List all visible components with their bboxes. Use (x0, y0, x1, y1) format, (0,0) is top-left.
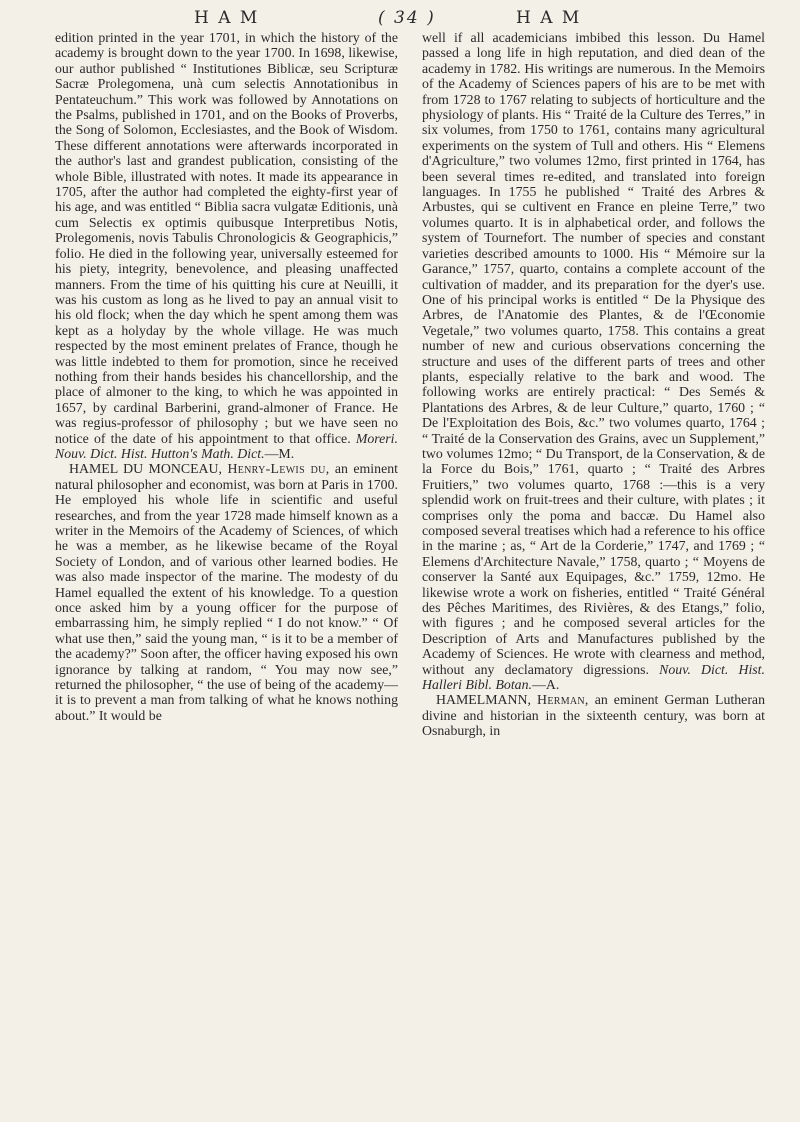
paragraph (422, 30, 765, 692)
header-right: H A M (516, 8, 582, 28)
body-text: well if all academicians imbibed this lesson. Du Hamel passed a long life in high reputation, and died dean of the academy in 1782. His writings are numerous. In the Memoirs of the Academy of Sciences papers of his are to be met with from 1728 to 1767 relating to subjects of horticulture and the physiology of plants. His “ Traité de la Culture des Terres,” in six volumes, from 1750 to 1761, contains many agricultural experiments on the system of Tull and others. His “ Elemens d'Agriculture,” two volumes 12mo, first printed in 1764, has been several times re-edited, and translated into foreign languages. In 1755 he published “ Traité des Arbres & Arbustes, qui se cultivent en France en pleine Terre,” two volumes quarto. It is in alphabetical order, and follows the system of Tournefort. The number of species and constant varieties described amounts to 1000. His “ Mémoire sur la Garance,” 1757, quarto, contains a complete account of the cultivation of madder, and its preparation for the dyer's use. One of his principal works is entitled “ De la Physique des Arbres, de l'Anatomie des Plantes, & de l'Œconomie Vegetale,” two volumes quarto, 1758. This contains a great number of new and curious observations concerning the structure and uses of the different parts of trees and other plants, especially relative to the bark and wood. The following works are entirely practical: “ Des Semés & Plantations des Arbres, & de leur Culture,” quarto, 1760 ; “ De l'Exploitation des Bois, &c.” two volumes quarto, 1764 ; “ Traité de la Conservation des Grains, avec un Supplement,” two volumes 12mo; “ Du Transport, de la Conservation, & de la Force du Bois,” 1761, quarto ; “ Traité des Arbres Fruitiers,” two volumes quarto, 1768 :—this is a very splendid work on fruit-trees and their culture, with plates ; it comprises only the poma and baccæ. Du Hamel also composed several treatises which had a reference to his office in the marine ; as, “ Art de la Corderie,” 1747, and 1769 ; “ Elemens d'Architecture Navale,” 1758, quarto ; “ Moyens de conserver la Santé aux Equipages, &c.” 1759, 12mo. He likewise wrote a work on fisheries, entitled “ Traité Général des Pêches Maritimes, des Rivières, & des Etangs,” folio, with figures ; and he composed several articles for the Description of Arts and Manufactures published by the Academy of Sciences. He wrote with clearness and method, without any declamatory digressions. (422, 30, 765, 677)
entry-hamelmann (422, 692, 765, 738)
left-column (55, 30, 398, 723)
author-initial: —M. (264, 445, 295, 461)
paragraph (55, 30, 398, 461)
citation: Moreri. Nouv. Dict. Hist. Hutton's Math. Dict. (55, 430, 398, 461)
author-initial: —A. (531, 677, 560, 693)
page-number: ( 34 ) (378, 8, 436, 28)
body-text: an eminent German Lutheran divine and historian in the sixteenth century, was born at Osnaburgh, in (422, 692, 765, 739)
entry-given-name: Henry-Lewis du, (227, 461, 330, 477)
running-header (0, 0, 800, 30)
entry-headword: HAMELMANN, (436, 692, 531, 708)
entry-headword: HAMEL DU MONCEAU, (69, 461, 223, 477)
header-left: H A M (194, 8, 260, 28)
entry-given-name: Herman, (537, 692, 589, 708)
right-column (422, 30, 765, 739)
body-text: an eminent natural philosopher and economist, was born at Paris in 1700. He employed his whole life in scientific and useful researches, and from the year 1728 made himself known as a writer in the Memoirs of the Academy of Sciences, of which he was a member, as he likewise became of the Royal Society of London, and of various other learned bodies. He was also made inspector of the marine. The modesty of du Hamel equalled the extent of his knowledge. To a question once asked him by a young officer for the purpose of embarrassing him, he simply replied “ I do not know.” “ Of what use then,” said the young man, “ is it to be a member of the academy?” Soon after, the officer having exposed his own ignorance by talking at random, “ You may now see,” returned the philosopher, “ the use of being of the academy—it is to prevent a man from talking of what he knows nothing about.” It would be (55, 461, 398, 723)
body-text: edition printed in the year 1701, in which the history of the academy is brought down to the year 1700. In 1698, likewise, our author published “ Institutiones Biblicæ, seu Scripturæ Sacræ Prolegomena, unà cum selectis Annotationibus in Pentateuchum.” This work was followed by Annotations on the Psalms, published in 1701, and on the Books of Proverbs, the Song of Solomon, Ecclesiastes, and the Book of Wisdom. These different annotations were afterwards incorporated in the author's last and grandest publication, consisting of the whole Bible, illustrated with notes. It made its appearance in 1705, after the author had completed the eighty-first year of his age, and was entitled “ Biblia sacra vulgatæ Editionis, unà cum Selectis ex optimis quibusque Interpretibus Notis, Prolegomenis, novis Tabulis Chronologicis & Geographicis,” folio. He died in the following year, universally esteemed for his piety, integrity, benevolence, and pleasing unaffected manners. From the time of his quitting his cure at Neuilli, it was his custom as long as he lived to pay an annual visit to his old flock; when the day which he spent among them was kept as a holyday by the whole village. He was much respected by the most eminent prelates of France, though he was little indebted to them for promotion, since he received nothing from their hands besides his chancellorship, and the place of almoner to the king, to which he was appointed in 1657, by cardinal Barberini, grand-almoner of France. He was regius-professor of philosophy ; but we have seen no notice of the date of his appointment to that office. (55, 30, 398, 446)
entry-hamel-du-monceau (55, 461, 398, 723)
citation: Nouv. Dict. Hist. Halleri Bibl. Botan. (422, 661, 765, 693)
